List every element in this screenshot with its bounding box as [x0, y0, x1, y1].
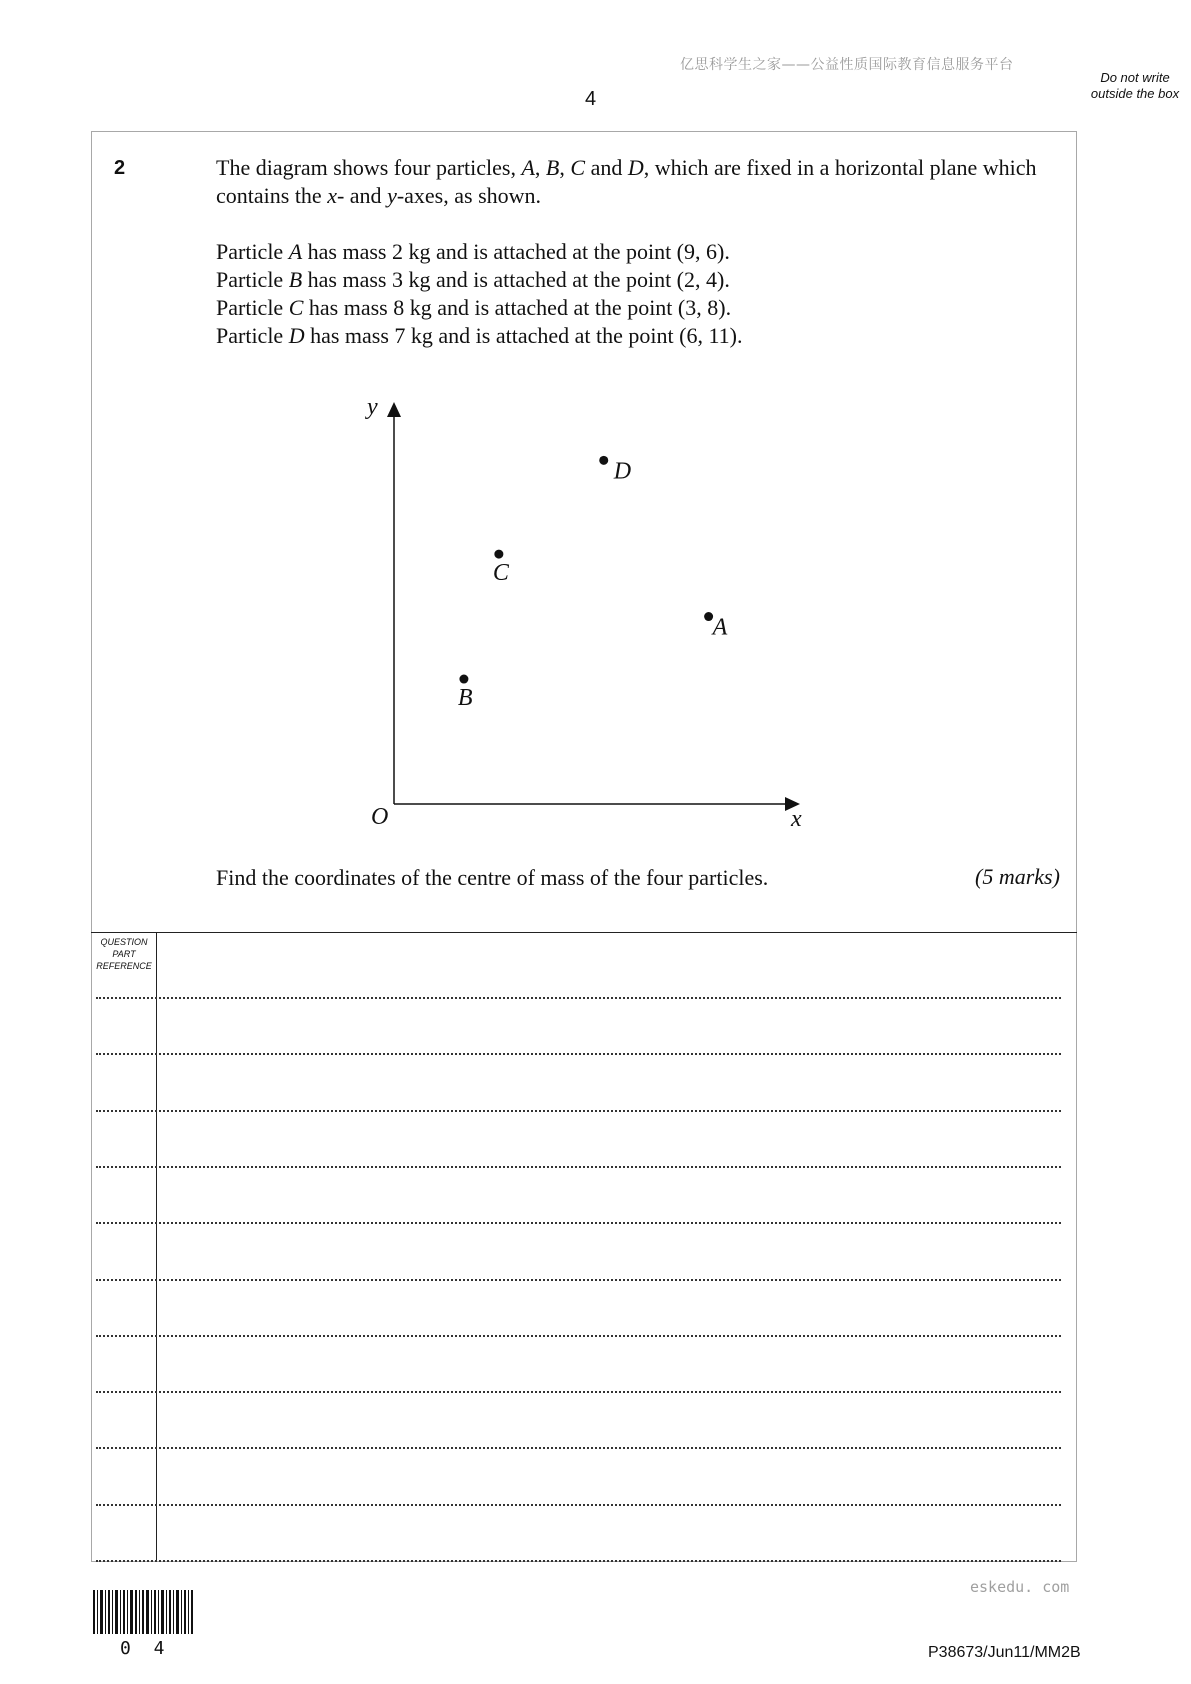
answer-line[interactable] [96, 1447, 1061, 1449]
paper-code: P38673/Jun11/MM2B [928, 1644, 1081, 1661]
particle-point-b [459, 675, 468, 684]
footer-watermark: eskedu. com [970, 1578, 1070, 1596]
barcode-icon [93, 1590, 193, 1634]
y-axis-label: y [367, 394, 378, 420]
watermark-text: 亿思科学生之家——公益性质国际教育信息服务平台 [680, 57, 1014, 73]
page-number: 4 [585, 88, 597, 110]
reference-column-divider [156, 932, 157, 1562]
answer-line[interactable] [96, 1053, 1061, 1055]
answer-line[interactable] [96, 1560, 1061, 1562]
answer-line[interactable] [96, 1166, 1061, 1168]
answer-line[interactable] [96, 1222, 1061, 1224]
y-axis-arrow-icon [387, 402, 401, 417]
particle-point-d [599, 456, 608, 465]
particle-label-a: A [712, 614, 728, 641]
page-code: 0 4 [120, 1638, 171, 1659]
question-intro: The diagram shows four particles, A, B, C and D, which are fixed in a horizontal plane which contains the x- and y-axes, as shown. [216, 155, 1037, 208]
particle-line-b: Particle B has mass 3 kg and is attached at the point (2, 4). [216, 267, 730, 292]
x-axis-label: x [791, 806, 802, 832]
particle-point-c [494, 550, 503, 559]
particle-label-d: D [613, 458, 632, 485]
origin-label: O [371, 804, 389, 830]
particle-line-a: Particle A has mass 2 kg and is attached at the point (9, 6). [216, 239, 730, 264]
answer-line[interactable] [96, 1279, 1061, 1281]
question-instruction: Find the coordinates of the centre of mass of the four particles. [216, 865, 769, 890]
particle-label-c: C [492, 560, 509, 587]
question-part-reference-label: QUESTION PART REFERENCE [96, 937, 152, 971]
answer-area-top-border [91, 932, 1077, 933]
answer-line[interactable] [96, 1391, 1061, 1393]
marks-label: (5 marks) [975, 864, 1060, 889]
particle-line-c: Particle C has mass 8 kg and is attached at the point (3, 8). [216, 295, 732, 320]
answer-line[interactable] [96, 1504, 1061, 1506]
margin-note: Do not write outside the box [1090, 70, 1180, 101]
answer-line[interactable] [96, 997, 1061, 999]
answer-line[interactable] [96, 1110, 1061, 1112]
particle-label-b: B [457, 685, 473, 712]
question-number: 2 [114, 157, 126, 179]
particle-line-d: Particle D has mass 7 kg and is attached at the point (6, 11). [216, 323, 743, 348]
answer-line[interactable] [96, 1335, 1061, 1337]
